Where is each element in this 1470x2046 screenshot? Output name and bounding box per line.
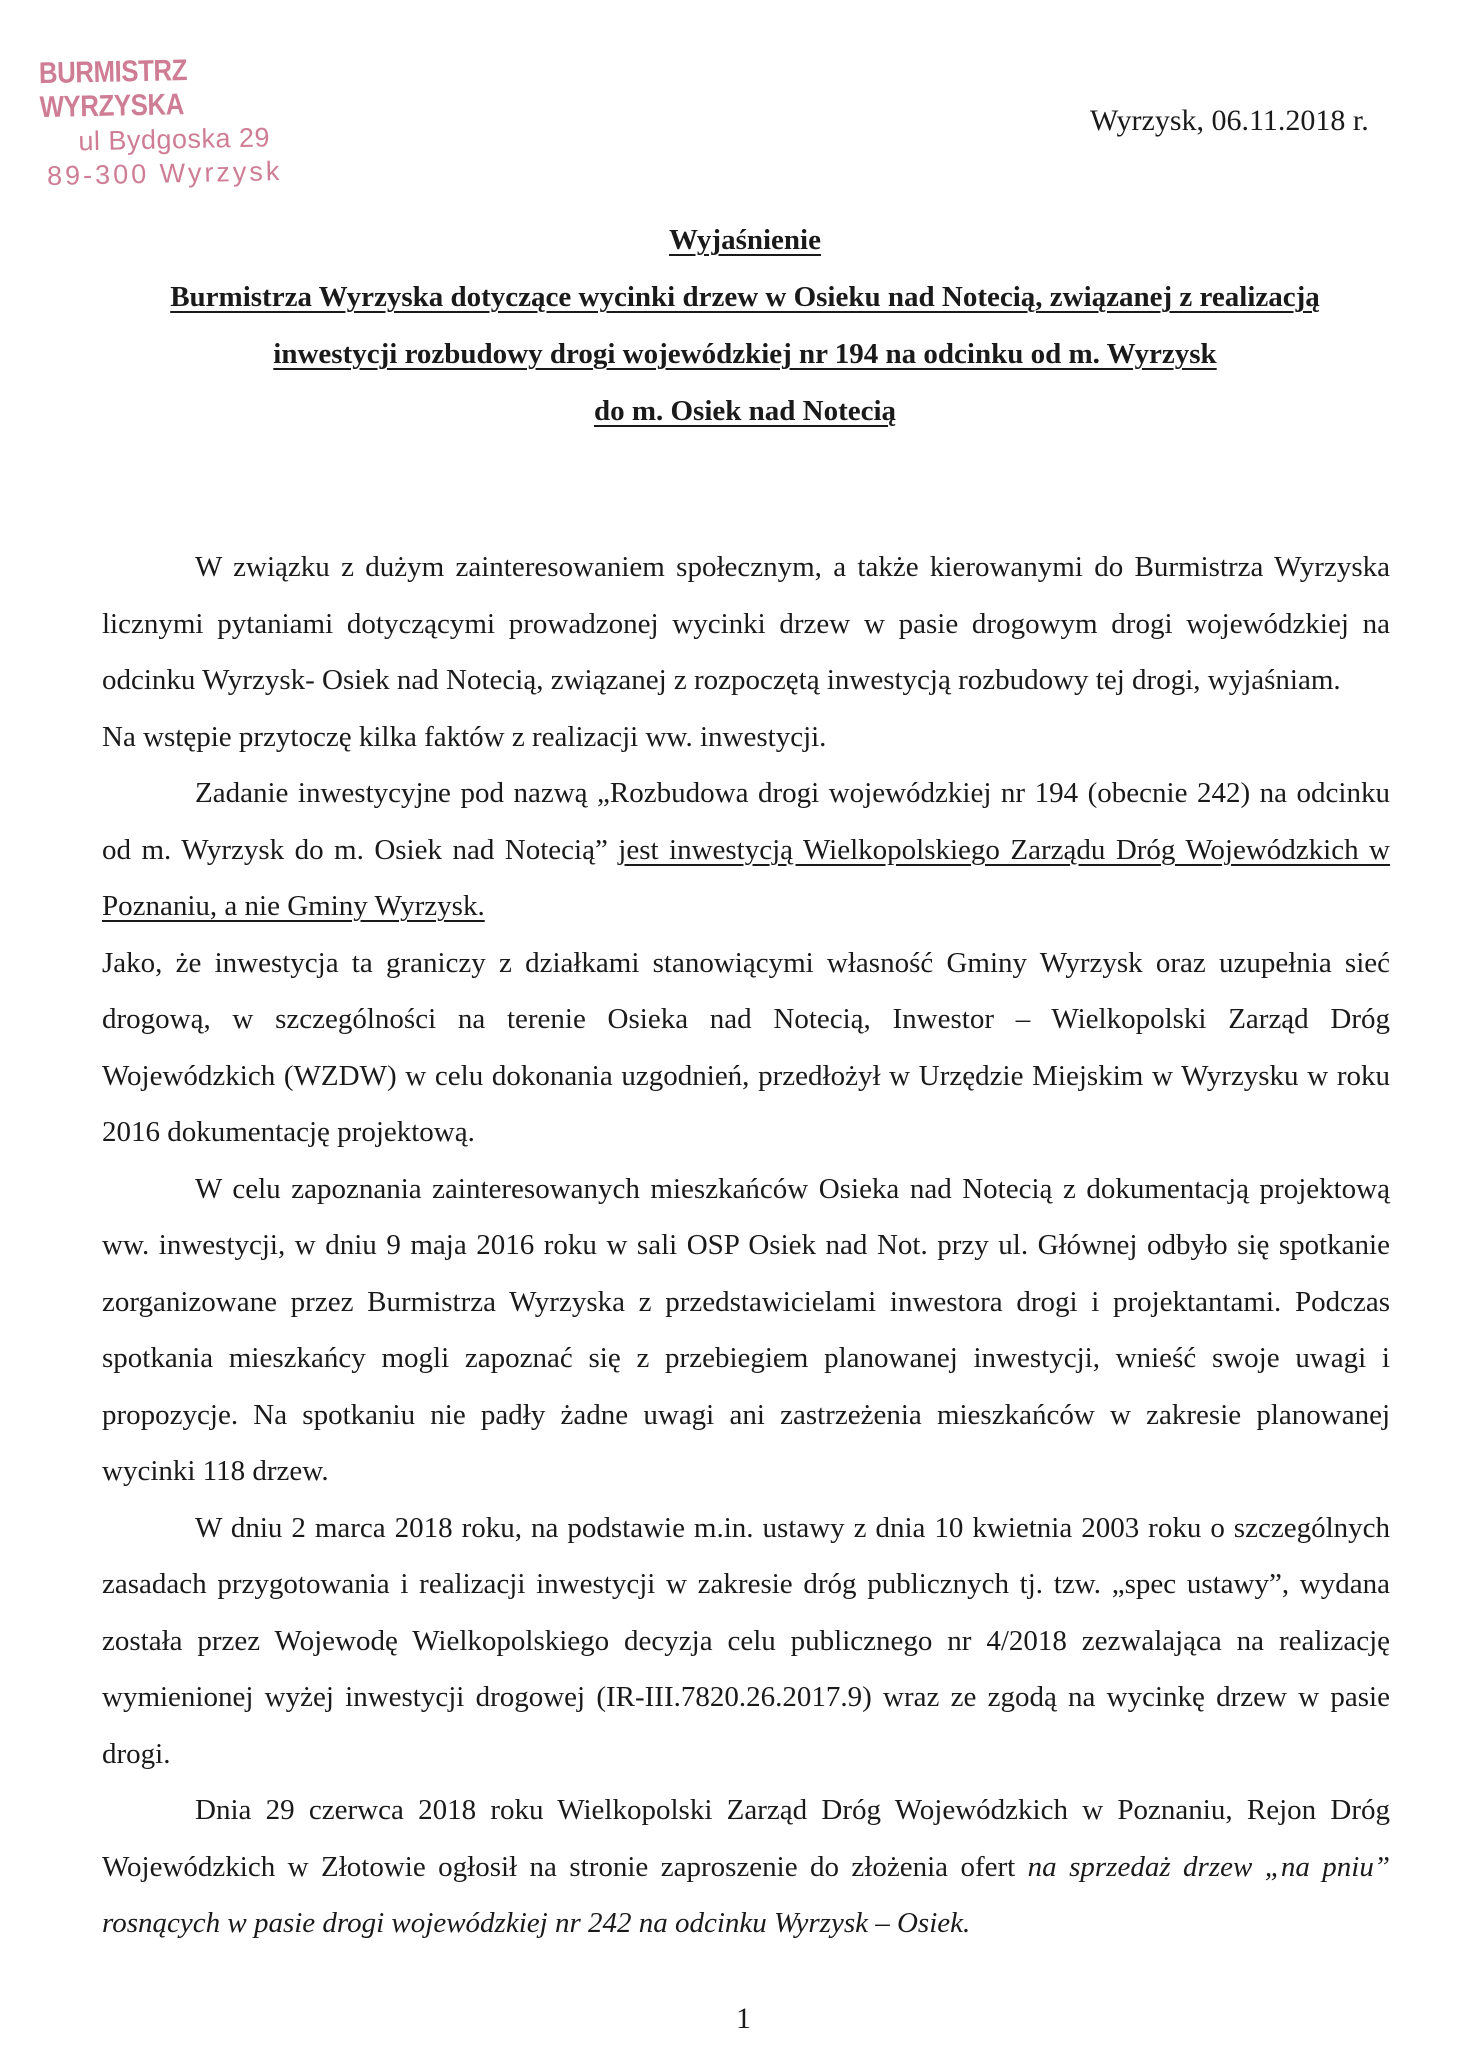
paragraph-intro: W związku z dużym zainteresowaniem społecznym, a także kierowanymi do Burmistrza Wyrzyska licznymi pytaniami dotyczącymi prowadzonej wycinki drzew w pasie drogowym drogi wojewódzkiej na odcinku Wyrzysk- Osiek nad Notecią, związanej z rozpoczętą inwestycją rozbudowy tej drogi, wyjaśniam. <box>102 551 1390 696</box>
mayor-stamp <box>39 51 342 193</box>
place-and-date: Wyrzysk, 06.11.2018 r. <box>1090 104 1369 137</box>
document-body <box>102 539 1390 1952</box>
stamp-line-street: ul Bydgoska 29 <box>78 122 271 157</box>
title-subject-line-2: inwestycji rozbudowy drogi wojewódzkiej nr 194 na odcinku od m. Wyrzysk <box>273 338 1217 370</box>
tender-text: Dnia 29 czerwca 2018 roku Wielkopolski Zarząd Dróg Wojewódzkich w Poznaniu, Rejon Dróg Wojewódzkich w Złotowie ogłosił na stronie zaproszenie do złożenia ofert <box>102 1794 1390 1883</box>
title-subject-line-1: Burmistrza Wyrzyska dotyczące wycinki drzew w Osieku nad Notecią, związanej z realizacją <box>170 281 1320 313</box>
paragraph-documentation: Jako, że inwestycja ta graniczy z działkami stanowiącymi własność Gminy Wyrzysk oraz uzupełnia sieć drogową, w szczególności na terenie Osieka nad Notecią, Inwestor – Wielkopolski Zarząd Dróg Wojewódzkich (WZDW) w celu dokonania uzgodnień, przedłożył w Urzędzie Miejskim w Wyrzysku w roku 2016 dokumentację projektową. <box>102 946 1390 1148</box>
stamp-line-postal: 89-300 Wyrzysk <box>46 156 283 192</box>
tender-subject-italic: na sprzedaż drzew „na pniu” rosnących w pasie drogi wojewódzkiej nr 242 na odcinku Wyrzysk – Osiek. <box>102 1850 1390 1939</box>
title-heading: Wyjaśnienie <box>669 224 821 256</box>
document-title <box>100 212 1390 440</box>
stamp-line-office: BURMISTRZ WYRZYSKA <box>38 54 188 125</box>
investment-owner-underlined: jest inwestycją Wielkopolskiego Zarządu Dróg Wojewódzkich w Poznaniu, a nie Gminy Wyrzysk. <box>102 833 1390 922</box>
paragraph-tender <box>102 1782 1390 1952</box>
paragraph-investment-task <box>102 765 1390 935</box>
investment-task-text: Zadanie inwestycyjne pod nazwą „Rozbudowa drogi wojewódzkiej nr 194 (obecnie 242) na odcinku od m. Wyrzysk do m. Osiek nad Notecią” <box>102 777 1390 866</box>
title-subject-line-3: do m. Osiek nad Notecią <box>593 395 897 427</box>
paragraph-decision: W dniu 2 marca 2018 roku, na podstawie m.in. ustawy z dnia 10 kwietnia 2003 roku o szczególnych zasadach przygotowania i realizacji inwestycji w zakresie dróg publicznych tj. tzw. „spec ustawy”, wydana została przez Wojewodę Wielkopolskiego decyzja celu publicznego nr 4/2018 zezwalająca na realizację wymienionej wyżej inwestycji drogowej (IR-III.7820.26.2017.9) wraz ze zgodą na wycinkę drzew w pasie drogi. <box>102 1511 1390 1770</box>
page-number: 1 <box>736 2002 751 2035</box>
paragraph-meeting: W celu zapoznania zainteresowanych mieszkańców Osieka nad Notecią z dokumentacją projektową ww. inwestycji, w dniu 9 maja 2016 roku w sali OSP Osiek nad Not. przy ul. Głównej odbyło się spotkanie zorganizowane przez Burmistrza Wyrzyska z przedstawicielami inwestora drogi i projektantami. Podczas spotkania mieszkańcy mogli zapoznać się z przebiegiem planowanej inwestycji, wnieść swoje uwagi i propozycje. Na spotkaniu nie padły żadne uwagi ani zastrzeżenia mieszkańców w zakresie planowanej wycinki 118 drzew. <box>102 1172 1390 1487</box>
paragraph-facts-lead: Na wstępie przytoczę kilka faktów z realizacji ww. inwestycji. <box>102 720 827 753</box>
